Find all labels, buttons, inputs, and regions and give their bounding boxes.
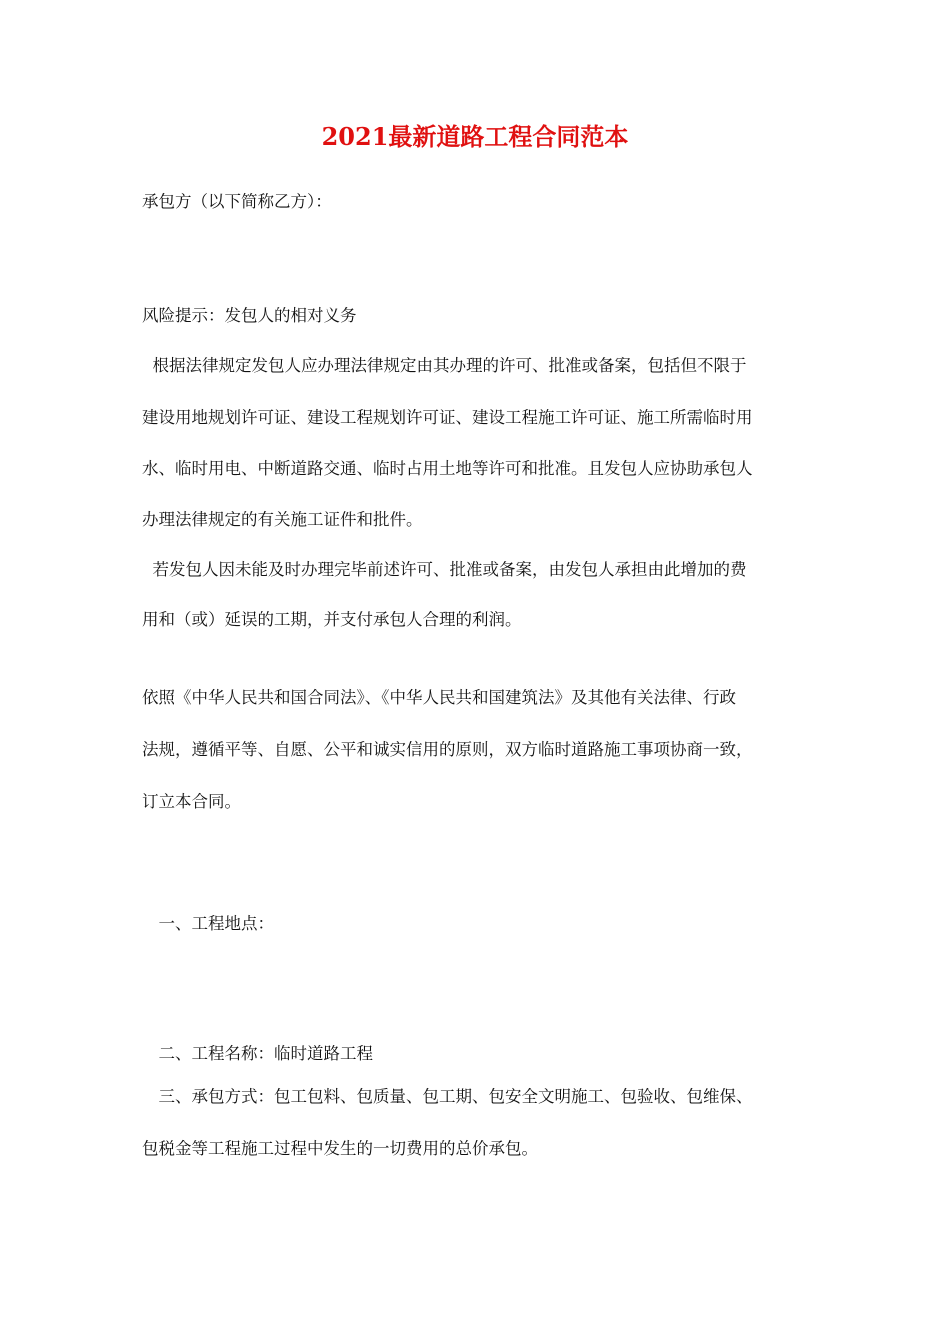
- paragraph-line: 依照《中华人民共和国合同法》、《中华人民共和国建筑法》及其他有关法律、行政: [142, 688, 736, 707]
- risk-heading: 风险提示：发包人的相对义务: [142, 306, 357, 325]
- paragraph-line: 法规，遵循平等、自愿、公平和诚实信用的原则，双方临时道路施工事项协商一致，: [142, 740, 753, 759]
- paragraph-line: 办理法律规定的有关施工证件和批件。: [142, 510, 423, 529]
- paragraph-line: 订立本合同。: [142, 792, 241, 811]
- paragraph-line: 若发包人因未能及时办理完毕前述许可、批准或备案，由发包人承担由此增加的费: [142, 560, 747, 579]
- paragraph-line: 建设用地规划许可证、建设工程规划许可证、建设工程施工许可证、施工所需临时用: [142, 408, 753, 427]
- section-location: 一、工程地点：: [142, 914, 274, 933]
- section-name: 二、工程名称：临时道路工程: [142, 1044, 373, 1063]
- contractor-line: 承包方（以下简称乙方）：: [142, 192, 332, 211]
- paragraph-line: 根据法律规定发包人应办理法律规定由其办理的许可、批准或备案，包括但不限于: [142, 356, 747, 375]
- paragraph-line: 包税金等工程施工过程中发生的一切费用的总价承包。: [142, 1139, 538, 1158]
- paragraph-line: 用和（或）延误的工期，并支付承包人合理的利润。: [142, 610, 522, 629]
- section-method: 三、承包方式：包工包料、包质量、包工期、包安全文明施工、包验收、包维保、: [142, 1087, 753, 1106]
- document-title: 2021最新道路工程合同范本: [321, 122, 629, 151]
- paragraph-line: 水、临时用电、中断道路交通、临时占用土地等许可和批准。且发包人应协助承包人: [142, 459, 753, 478]
